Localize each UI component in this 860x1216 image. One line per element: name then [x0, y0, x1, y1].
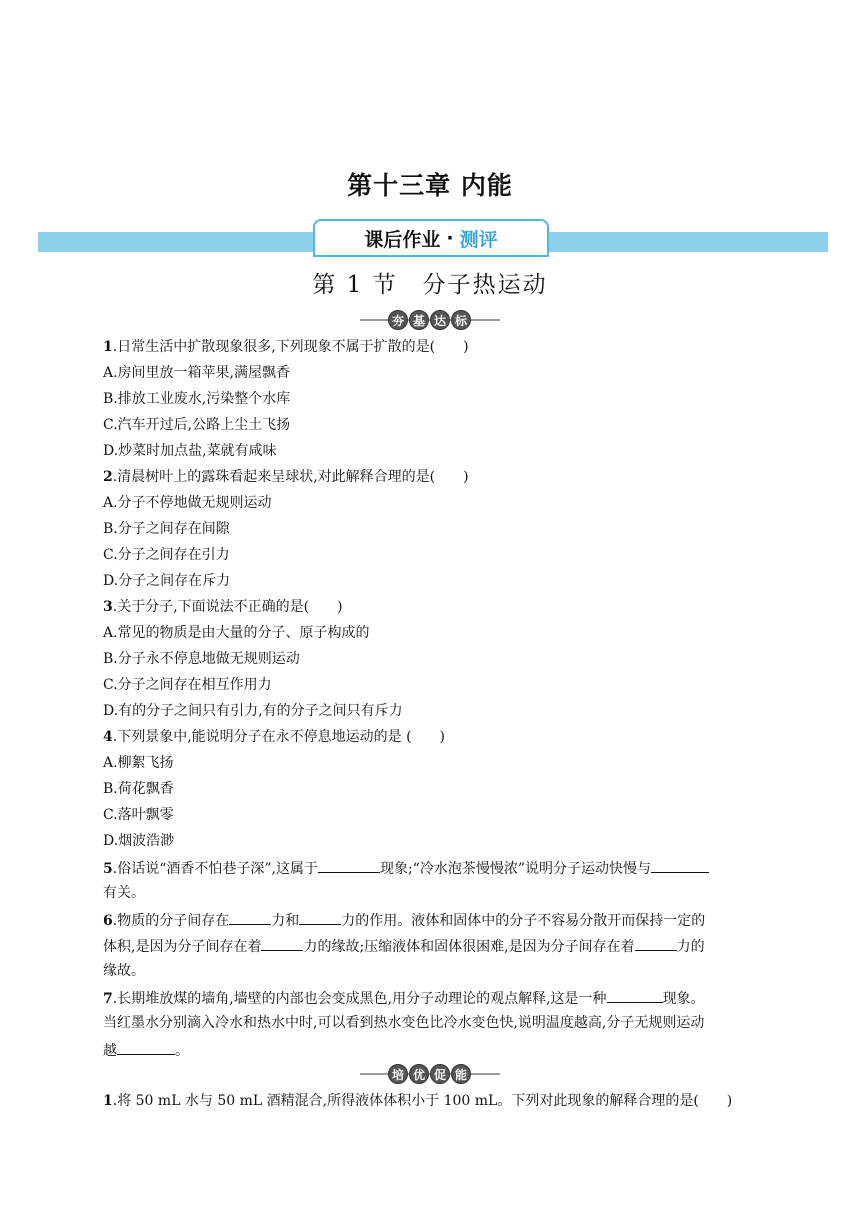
option-d: D.分子之间存在斥力 [103, 573, 231, 589]
question-number: 4 [103, 729, 113, 745]
header-char: 能 [451, 1064, 471, 1084]
option-b: B.排放工业废水,污染整个水库 [103, 391, 291, 407]
question-stem: 2.清晨树叶上的露珠看起来呈球状,对此解释合理的是( ) [103, 469, 469, 485]
question-number: 1 [103, 339, 113, 355]
option-a: A.常见的物质是由大量的分子、原子构成的 [103, 625, 370, 641]
option-c: C.分子之间存在引力 [103, 547, 230, 563]
option-c: C.分子之间存在相互作用力 [103, 677, 272, 693]
option-a: A.柳絮飞扬 [103, 755, 174, 771]
question-continuation: 越 。 [103, 1040, 189, 1060]
option-c: C.落叶飘零 [103, 807, 174, 823]
banner-text-homework: 课后作业 [364, 228, 441, 251]
header-char: 标 [451, 310, 471, 330]
option-d: D.炒菜时加点盐,菜就有咸味 [103, 443, 277, 459]
header-char: 基 [409, 310, 429, 330]
question-continuation: 当红墨水分别滴入冷水和热水中时,可以看到热水变色比冷水变色快,说明温度越高,分子无规则运动 [103, 1015, 705, 1031]
answer-blank [261, 936, 303, 951]
option-d: D.烟波浩渺 [103, 833, 175, 849]
header-char: 优 [409, 1064, 429, 1084]
question-number: 6 [103, 913, 113, 929]
answer-blank [651, 858, 709, 873]
answer-blank [229, 910, 271, 925]
answer-blank [635, 936, 677, 951]
question-stem: 7.长期堆放煤的墙角,墙壁的内部也会变成黑色,用分子动理论的观点解释,这是一种 现象。 [103, 988, 705, 1008]
question-stem: 3.关于分子,下面说法不正确的是( ) [103, 599, 343, 615]
question-stem: 1.将 50 mL 水与 50 mL 酒精混合,所得液体体积小于 100 mL。下列对此现象的解释合理的是( ) [103, 1093, 733, 1109]
answer-blank [318, 858, 380, 873]
option-b: B.荷花飘香 [103, 781, 174, 797]
question-stem: 1.日常生活中扩散现象很多,下列现象不属于扩散的是( ) [103, 339, 469, 355]
section-header-basic [360, 310, 500, 330]
option-d: D.有的分子之间只有引力,有的分子之间只有斥力 [103, 703, 403, 719]
question-continuation: 有关。 [103, 885, 145, 901]
question-stem: 5.俗话说“酒香不怕巷子深”,这属于 现象;“冷水泡茶慢慢浓”说明分子运动快慢与 [103, 858, 709, 878]
option-a: A.分子不停地做无规则运动 [103, 495, 272, 511]
question-number: 3 [103, 599, 113, 615]
header-char: 促 [430, 1064, 450, 1084]
header-char: 夯 [388, 310, 408, 330]
option-a: A.房间里放一箱苹果,满屋飘香 [103, 365, 291, 381]
section-title: 第 1 节 分子热运动 [312, 272, 548, 298]
header-char: 培 [388, 1064, 408, 1084]
banner-text-evaluation: 测评 [459, 228, 498, 251]
question-continuation: 体积,是因为分子间存在着 力的缘故;压缩液体和固体很困难,是因为分子间存在着 力的 [103, 936, 705, 956]
section-header-advanced [360, 1064, 500, 1084]
question-number: 5 [103, 861, 113, 877]
homework-banner [313, 219, 549, 257]
question-continuation: 缘故。 [103, 963, 145, 979]
answer-blank [117, 1040, 175, 1055]
question-number: 1 [103, 1093, 113, 1109]
option-b: B.分子之间存在间隙 [103, 521, 230, 537]
question-number: 2 [103, 469, 113, 485]
banner-dot: · [446, 227, 454, 249]
answer-blank [607, 988, 663, 1003]
question-number: 7 [103, 991, 113, 1007]
chapter-title: 第十三章 内能 [347, 171, 513, 200]
answer-blank [299, 910, 341, 925]
question-stem: 4.下列景象中,能说明分子在永不停息地运动的是 ( ) [103, 729, 446, 745]
option-c: C.汽车开过后,公路上尘土飞扬 [103, 417, 291, 433]
option-b: B.分子永不停息地做无规则运动 [103, 651, 300, 667]
header-char: 达 [430, 310, 450, 330]
question-stem: 6.物质的分子间存在 力和 力的作用。液体和固体中的分子不容易分散开而保持一定的 [103, 910, 705, 930]
